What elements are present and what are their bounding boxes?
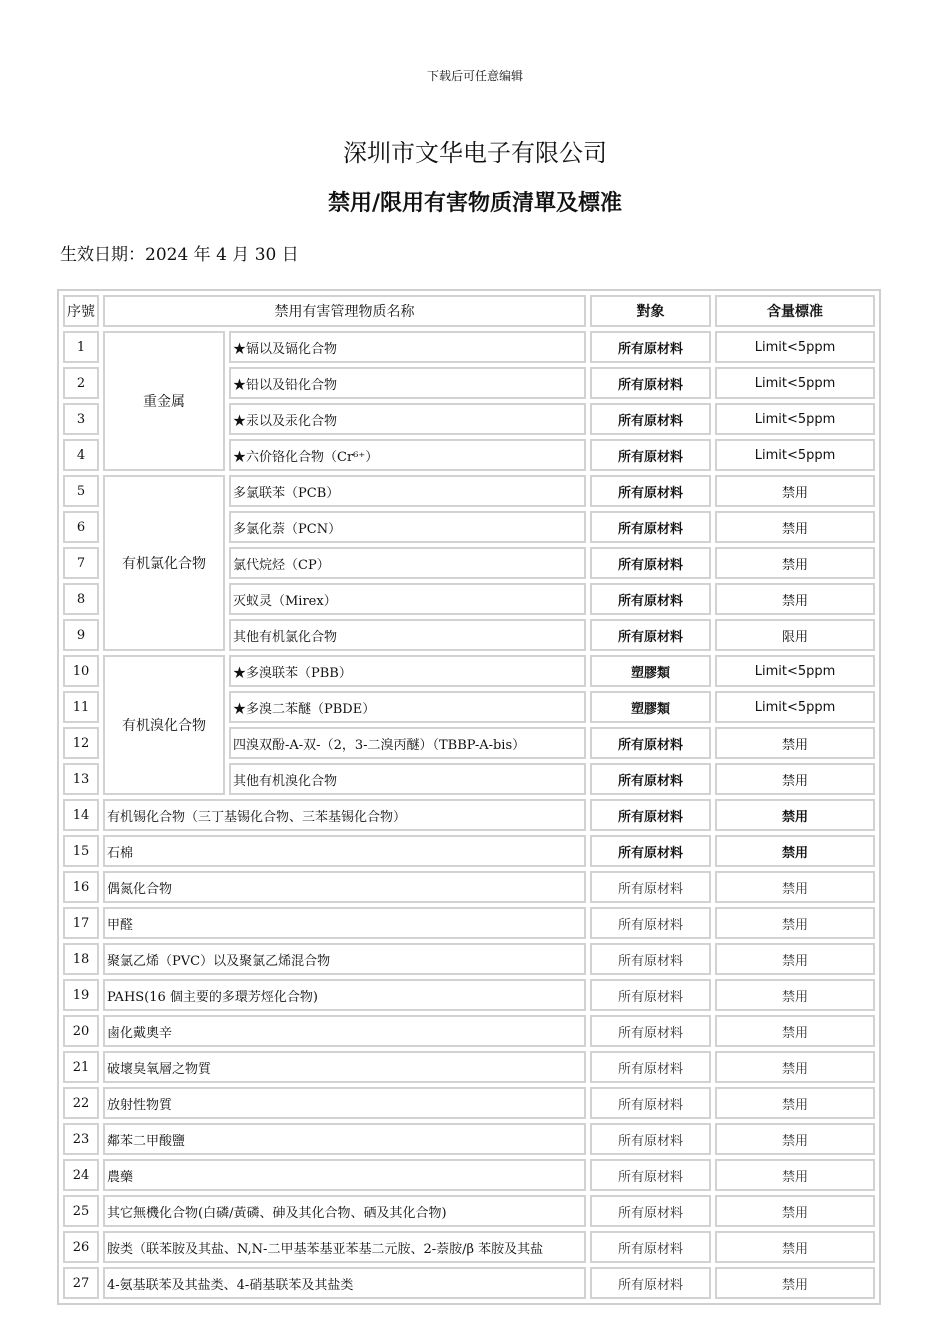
target-material: 所有原材料 (590, 403, 711, 435)
target-material: 所有原材料 (590, 511, 711, 543)
row-number: 13 (63, 763, 99, 795)
limit-standard: 禁用 (715, 835, 875, 867)
substance-name: ★镉以及镉化合物 (229, 331, 586, 363)
limit-standard: Limit<5ppm (715, 691, 875, 723)
row-number: 2 (63, 367, 99, 399)
substance-name: 胺类（联苯胺及其盐、N,N-二甲基苯基亚苯基二元胺、2-萘胺/β 苯胺及其盐 (103, 1231, 586, 1263)
target-material: 所有原材料 (590, 871, 711, 903)
table-row (63, 475, 875, 507)
limit-standard: 禁用 (715, 871, 875, 903)
substance-name: PAHS(16 個主要的多環芳烴化合物) (103, 979, 586, 1011)
table-header-row (63, 295, 875, 327)
row-number: 12 (63, 727, 99, 759)
substance-name: 其它無機化合物(白磷/黃磷、砷及其化合物、硒及其化合物) (103, 1195, 586, 1227)
target-material: 所有原材料 (590, 1015, 711, 1047)
substance-name: 聚氯乙烯（PVC）以及聚氯乙烯混合物 (103, 943, 586, 975)
row-number: 26 (63, 1231, 99, 1263)
row-number: 18 (63, 943, 99, 975)
target-material: 所有原材料 (590, 1123, 711, 1155)
header-substance: 禁用有害管理物质名称 (103, 295, 586, 327)
table-row (63, 1159, 875, 1191)
row-number: 5 (63, 475, 99, 507)
substance-name: 放射性物質 (103, 1087, 586, 1119)
substance-name: 石棉 (103, 835, 586, 867)
substance-name: 灭蚁灵（Mirex） (229, 583, 586, 615)
limit-standard: 禁用 (715, 1231, 875, 1263)
substance-name: 甲醛 (103, 907, 586, 939)
limit-standard: Limit<5ppm (715, 367, 875, 399)
target-material: 所有原材料 (590, 331, 711, 363)
row-number: 16 (63, 871, 99, 903)
target-material: 所有原材料 (590, 1195, 711, 1227)
target-material: 所有原材料 (590, 1267, 711, 1299)
row-number: 14 (63, 799, 99, 831)
row-number: 19 (63, 979, 99, 1011)
limit-standard: 禁用 (715, 511, 875, 543)
table-row (63, 331, 875, 363)
table-row (63, 943, 875, 975)
limit-standard: Limit<5ppm (715, 655, 875, 687)
table-row (63, 799, 875, 831)
substance-name: 農藥 (103, 1159, 586, 1191)
target-material: 所有原材料 (590, 367, 711, 399)
substance-name: 有机锡化合物（三丁基锡化合物、三苯基锡化合物） (103, 799, 586, 831)
target-material: 所有原材料 (590, 1051, 711, 1083)
limit-standard: 禁用 (715, 1015, 875, 1047)
substance-name: 多氯联苯（PCB） (229, 475, 586, 507)
target-material: 所有原材料 (590, 727, 711, 759)
target-material: 所有原材料 (590, 439, 711, 471)
row-number: 7 (63, 547, 99, 579)
substance-name: ★多溴二苯醚（PBDE） (229, 691, 586, 723)
row-number: 25 (63, 1195, 99, 1227)
effective-date (60, 240, 299, 265)
target-material: 所有原材料 (590, 475, 711, 507)
limit-standard: 禁用 (715, 1195, 875, 1227)
substance-name: 多氯化萘（PCN） (229, 511, 586, 543)
limit-standard: 禁用 (715, 727, 875, 759)
limit-standard: 限用 (715, 619, 875, 651)
table-row (63, 979, 875, 1011)
row-number: 15 (63, 835, 99, 867)
limit-standard: 禁用 (715, 979, 875, 1011)
target-material: 所有原材料 (590, 763, 711, 795)
limit-standard: 禁用 (715, 1051, 875, 1083)
target-material: 所有原材料 (590, 799, 711, 831)
limit-standard: 禁用 (715, 583, 875, 615)
limit-standard: 禁用 (715, 1267, 875, 1299)
row-number: 3 (63, 403, 99, 435)
substance-name: 四溴双酚-A-双-（2，3-二溴丙醚）（TBBP-A-bis） (229, 727, 586, 759)
limit-standard: 禁用 (715, 1087, 875, 1119)
substance-name: 鹵化戴奧辛 (103, 1015, 586, 1047)
row-number: 10 (63, 655, 99, 687)
table-row (63, 1051, 875, 1083)
row-number: 6 (63, 511, 99, 543)
document-title: 禁用/限用有害物质清單及標准 (327, 191, 623, 216)
effective-date-value: 2024 年 4 月 30 日 (145, 245, 299, 265)
limit-standard: 禁用 (715, 1123, 875, 1155)
substance-name: 鄰苯二甲酸鹽 (103, 1123, 586, 1155)
row-number: 4 (63, 439, 99, 471)
table-row (63, 907, 875, 939)
row-number: 21 (63, 1051, 99, 1083)
substance-name: 其他有机氯化合物 (229, 619, 586, 651)
download-note: 下载后可任意编辑 (426, 69, 523, 83)
target-material: 塑膠類 (590, 655, 711, 687)
substance-name: 4-氨基联苯及其盐类、4-硝基联苯及其盐类 (103, 1267, 586, 1299)
substance-name: ★多溴联苯（PBB） (229, 655, 586, 687)
effective-date-label: 生效日期： (60, 245, 145, 265)
limit-standard: 禁用 (715, 475, 875, 507)
target-material: 塑膠類 (590, 691, 711, 723)
group-name: 有机溴化合物 (103, 655, 225, 795)
row-number: 9 (63, 619, 99, 651)
table-row (63, 1267, 875, 1299)
limit-standard: 禁用 (715, 943, 875, 975)
substance-name: 其他有机溴化合物 (229, 763, 586, 795)
row-number: 11 (63, 691, 99, 723)
table-row (63, 1087, 875, 1119)
target-material: 所有原材料 (590, 547, 711, 579)
substance-name: ★六价铬化合物（Cr⁶⁺） (229, 439, 586, 471)
limit-standard: Limit<5ppm (715, 439, 875, 471)
limit-standard: 禁用 (715, 1159, 875, 1191)
target-material: 所有原材料 (590, 979, 711, 1011)
limit-standard: 禁用 (715, 907, 875, 939)
substance-name: 偶氮化合物 (103, 871, 586, 903)
table-row (63, 835, 875, 867)
table-row (63, 655, 875, 687)
target-material: 所有原材料 (590, 1231, 711, 1263)
limit-standard: Limit<5ppm (715, 403, 875, 435)
header-limit: 含量標准 (715, 295, 875, 327)
row-number: 27 (63, 1267, 99, 1299)
row-number: 24 (63, 1159, 99, 1191)
row-number: 23 (63, 1123, 99, 1155)
row-number: 1 (63, 331, 99, 363)
row-number: 22 (63, 1087, 99, 1119)
substance-table (57, 289, 881, 1305)
limit-standard: 禁用 (715, 763, 875, 795)
company-name: 深圳市文华电子有限公司 (343, 139, 607, 167)
limit-standard: Limit<5ppm (715, 331, 875, 363)
limit-standard: 禁用 (715, 799, 875, 831)
table-row (63, 1231, 875, 1263)
target-material: 所有原材料 (590, 619, 711, 651)
substance-name: ★铅以及铅化合物 (229, 367, 586, 399)
table-row (63, 1015, 875, 1047)
target-material: 所有原材料 (590, 907, 711, 939)
substance-name: ★汞以及汞化合物 (229, 403, 586, 435)
target-material: 所有原材料 (590, 1087, 711, 1119)
target-material: 所有原材料 (590, 835, 711, 867)
table-row (63, 1123, 875, 1155)
target-material: 所有原材料 (590, 943, 711, 975)
row-number: 20 (63, 1015, 99, 1047)
table-row (63, 871, 875, 903)
substance-name: 破壞臭氧層之物質 (103, 1051, 586, 1083)
target-material: 所有原材料 (590, 583, 711, 615)
header-target: 對象 (590, 295, 711, 327)
substance-name: 氯代烷烃（CP） (229, 547, 586, 579)
row-number: 8 (63, 583, 99, 615)
target-material: 所有原材料 (590, 1159, 711, 1191)
table-row (63, 1195, 875, 1227)
group-name: 重金属 (103, 331, 225, 471)
limit-standard: 禁用 (715, 547, 875, 579)
header-no: 序號 (63, 295, 99, 327)
row-number: 17 (63, 907, 99, 939)
group-name: 有机氯化合物 (103, 475, 225, 651)
